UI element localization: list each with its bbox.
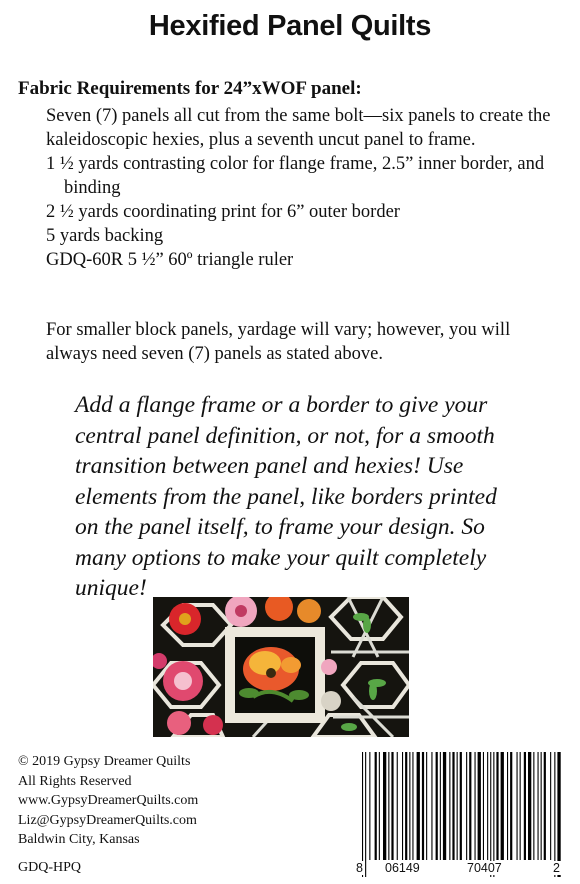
barcode-bar	[452, 752, 454, 860]
barcode-bar	[510, 752, 512, 860]
description-blurb: Add a flange frame or a border to give your central panel definition, or not, for a smooth transition between panel and hexies! Use elements from the panel, like borders printed on the panel itself, to frame your design. So many options to make your quilt completely unique!	[75, 392, 497, 601]
barcode-bar	[405, 752, 407, 860]
barcode-bar	[541, 752, 542, 860]
barcode-bar	[409, 752, 410, 860]
barcode-digit-group-1: 06149	[385, 861, 420, 875]
barcode-bar	[412, 752, 413, 860]
barcode-bar	[440, 752, 441, 860]
requirement-item: 2 ½ yards coordinating print for 6” outer border	[46, 202, 400, 222]
quilt-photo	[153, 597, 409, 737]
barcode-bar	[457, 752, 458, 860]
barcode	[356, 752, 564, 877]
barcode-bar	[557, 752, 560, 877]
barcode-bar	[507, 752, 508, 860]
barcode-bar	[524, 752, 526, 860]
barcode-bar	[422, 752, 424, 860]
barcode-bar	[436, 752, 438, 860]
barcode-bar	[554, 752, 555, 877]
copyright-line: © 2019 Gypsy Dreamer Quilts	[18, 754, 191, 769]
requirement-item: 1 ½ yards contrasting color for flange frame, 2.5” inner border, and binding	[46, 154, 545, 198]
barcode-bar	[550, 752, 551, 860]
barcode-bar	[478, 752, 481, 860]
copyright-block	[18, 752, 198, 850]
barcode-bar	[460, 752, 462, 860]
requirements-list	[46, 104, 561, 272]
requirements-heading: Fabric Requirements for 24”xWOF panel:	[18, 78, 362, 99]
barcode-bar	[391, 752, 393, 860]
barcode-bar	[375, 752, 377, 860]
barcode-bar	[533, 752, 534, 860]
barcode-bar	[487, 752, 488, 860]
barcode-digits	[356, 861, 564, 877]
barcode-bar	[528, 752, 531, 860]
rights-line: All Rights Reserved	[18, 773, 132, 789]
barcode-bar	[379, 752, 380, 860]
location-line: Baldwin City, Kansas	[18, 832, 140, 847]
requirement-item: 5 yards backing	[46, 226, 164, 246]
product-code: GDQ-HPQ	[18, 860, 81, 875]
barcode-bar	[449, 752, 450, 860]
barcode-bar	[402, 752, 403, 860]
barcode-bar	[493, 752, 494, 877]
requirement-item: GDQ-60R 5 ½” 60º triangle ruler	[46, 250, 294, 270]
barcode-bar	[469, 752, 471, 860]
page-title: Hexified Panel Quilts	[148, 10, 432, 42]
yardage-note: For smaller block panels, yardage will vary; however, you will always need seven (7) panels as stated above.	[46, 320, 511, 364]
barcode-bar	[501, 752, 504, 860]
barcode-bar	[443, 752, 446, 860]
barcode-bar	[483, 752, 484, 860]
requirement-item: Seven (7) panels all cut from the same bolt—six panels to create the kaleidoscopic hexies, plus a seventh uncut panel to frame.	[46, 106, 551, 150]
barcode-bar	[475, 752, 476, 860]
barcode-bar	[538, 752, 539, 860]
email-link[interactable]: Liz@GypsyDreamerQuilts.com	[18, 812, 197, 828]
barcode-bar	[520, 752, 521, 860]
barcode-bar	[417, 752, 420, 860]
barcode-digit-group-2: 70407	[467, 861, 502, 875]
barcode-bar	[426, 752, 427, 860]
barcode-bar	[517, 752, 518, 860]
barcode-bar	[397, 752, 398, 860]
barcode-bar	[466, 752, 467, 860]
barcode-bar	[431, 752, 432, 860]
barcode-digit-lead: 8	[356, 861, 363, 875]
barcode-bar	[362, 752, 363, 877]
barcode-bar	[365, 752, 366, 877]
barcode-bar	[383, 752, 386, 860]
website-link[interactable]: www.GypsyDreamerQuilts.com	[18, 793, 199, 808]
barcode-bar	[490, 752, 491, 877]
barcode-bar	[388, 752, 389, 860]
barcode-digit-check: 2	[553, 861, 560, 875]
barcode-bar	[496, 752, 498, 860]
barcode-bar	[369, 752, 370, 860]
barcode-bar	[544, 752, 546, 860]
